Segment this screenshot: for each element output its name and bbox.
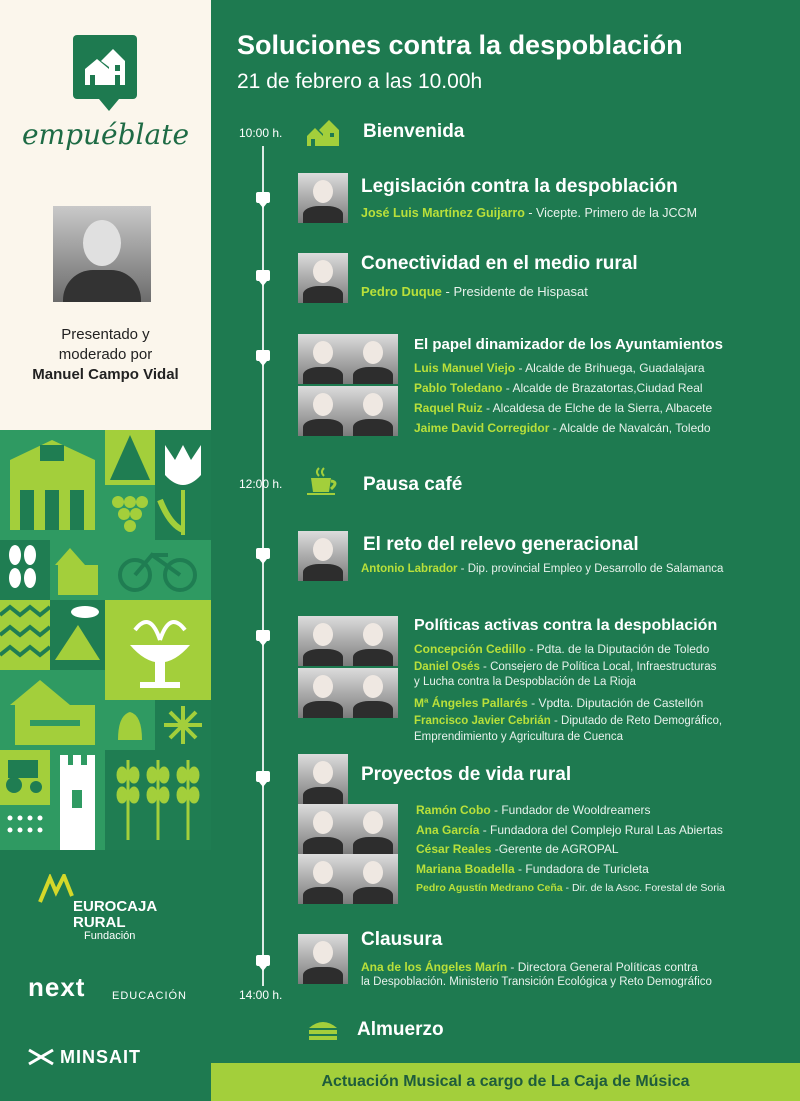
speaker-photo	[298, 854, 348, 904]
speaker-name: Ana García	[416, 823, 480, 837]
speaker-photo	[298, 173, 348, 223]
footer-banner	[211, 1063, 800, 1101]
speaker-role: - Pdta. de la Diputación de Toledo	[526, 642, 710, 656]
session-title: Proyectos de vida rural	[361, 764, 572, 785]
session-title: El reto del relevo generacional	[363, 534, 639, 555]
session-title: Almuerzo	[357, 1019, 444, 1040]
speaker-role: - Diputado de Reto Demográfico,	[550, 715, 723, 727]
speaker-role: - Fundadora de Turicleta	[514, 862, 649, 876]
eurocaja-line1: EUROCAJA	[73, 898, 158, 915]
footer-text: Actuación Musical a cargo de La Caja de Música	[321, 1073, 690, 1090]
next-sub: EDUCACIÓN	[112, 990, 188, 1002]
host-line2: moderado por	[58, 346, 153, 363]
speaker-line	[414, 696, 703, 710]
sandwich-icon	[303, 1014, 343, 1044]
speaker-name: Ramón Cobo	[416, 803, 491, 817]
session-title: Políticas activas contra la despoblación	[414, 617, 718, 634]
minsait-logo-icon	[27, 1048, 55, 1066]
host-caption	[0, 325, 211, 385]
host-name: Manuel Campo Vidal	[32, 366, 179, 383]
timeline-marker	[256, 192, 270, 203]
timeline-marker	[256, 548, 270, 559]
speaker-line	[361, 206, 697, 220]
speaker-role: - Alcalde de Navalcán, Toledo	[549, 421, 711, 435]
speaker-role: - Alcalde de Brazatortas,Ciudad Real	[502, 381, 703, 395]
host-line1: Presentado y	[61, 326, 150, 343]
speaker-role: - Vicepte. Primero de la JCCM	[524, 206, 697, 220]
speaker-photo	[298, 334, 348, 384]
session-title: Legislación contra la despoblación	[361, 176, 678, 197]
minsait-logo: MINSAIT	[60, 1047, 141, 1067]
speaker-role: - Directora General Políticas contra	[507, 960, 698, 974]
speaker-line	[414, 661, 716, 673]
speaker-name: Concepción Cedillo	[414, 642, 527, 656]
speaker-role: - Consejero de Política Local, Infraestructuras	[479, 661, 717, 673]
speaker-role: -Gerente de AGROPAL	[491, 842, 619, 856]
speaker-photo	[298, 754, 348, 804]
sidebar-top	[0, 0, 211, 430]
speaker-photo	[298, 668, 348, 718]
speaker-line	[414, 715, 722, 727]
event-date: 21 de febrero a las 10.00h	[237, 70, 483, 93]
timeline-marker	[256, 955, 270, 966]
speaker-role: - Presidente de Hispasat	[441, 284, 588, 299]
speaker-name: Mariana Boadella	[416, 862, 515, 876]
speaker-line	[416, 803, 651, 817]
sidebar	[0, 0, 211, 1101]
next-logo: next	[28, 972, 86, 1002]
speaker-line	[414, 381, 703, 395]
session-title: El papel dinamizador de los Ayuntamientos	[414, 336, 723, 353]
speaker-photo	[298, 934, 348, 984]
session-title: Bienvenida	[363, 121, 465, 142]
speaker-line	[416, 882, 725, 894]
eurocaja-line3: Fundación	[84, 930, 136, 942]
speaker-role: - Dip. provincial Empleo y Desarrollo de Salamanca	[457, 563, 724, 575]
time-1200: 12:00 h.	[239, 477, 283, 491]
speaker-photo	[348, 804, 398, 854]
speaker-name: Pablo Toledano	[414, 381, 503, 395]
speaker-photo	[298, 386, 348, 436]
event-title: Soluciones contra la despoblación	[237, 30, 683, 60]
brand-name: empuéblate	[21, 118, 190, 151]
speaker-role: - Dir. de la Asoc. Forestal de Soria	[562, 882, 725, 894]
session-title: Clausura	[361, 929, 443, 950]
timeline-marker	[256, 630, 270, 641]
timeline-marker	[256, 771, 270, 782]
speaker-name: Jaime David Corregidor	[414, 421, 550, 435]
speaker-line	[416, 823, 723, 837]
speaker-photo	[348, 386, 398, 436]
speaker-name: Pedro Duque	[361, 284, 442, 299]
speaker-line	[361, 563, 723, 575]
speaker-name: César Reales	[416, 842, 492, 856]
sponsors-area	[0, 850, 211, 1101]
speaker-photo	[298, 616, 348, 666]
speaker-line	[416, 842, 619, 856]
speaker-name: Daniel Osés	[414, 661, 480, 673]
agenda-main	[211, 0, 800, 1063]
speaker-role: - Alcaldesa de Elche de la Sierra, Albacete	[482, 401, 713, 415]
speaker-line	[414, 401, 712, 415]
speaker-line	[414, 421, 711, 435]
session-title: Pausa café	[363, 474, 463, 495]
speaker-photo	[348, 854, 398, 904]
speaker-photo	[348, 668, 398, 718]
session-title: Conectividad en el medio rural	[361, 253, 638, 274]
speaker-name: Ana de los Ángeles Marín	[361, 960, 508, 974]
speaker-name: Antonio Labrador	[361, 563, 458, 575]
speaker-role-cont: Emprendimiento y Agricultura de Cuenca	[414, 731, 624, 743]
speaker-name: Luis Manuel Viejo	[414, 361, 516, 375]
speaker-role: - Fundador de Wooldreamers	[490, 803, 651, 817]
speaker-role: - Vpdta. Diputación de Castellón	[527, 696, 704, 710]
house-speech-bubble-icon	[73, 35, 137, 99]
timeline-marker	[256, 350, 270, 361]
speaker-name: Pedro Agustín Medrano Ceña	[416, 882, 563, 894]
speaker-line	[361, 284, 588, 299]
speaker-photo	[348, 334, 398, 384]
rural-mosaic-illustration	[0, 430, 211, 850]
speaker-name: José Luis Martínez Guijarro	[361, 206, 525, 220]
speaker-line	[416, 862, 649, 876]
host-photo	[53, 206, 151, 302]
eurocaja-logo-icon	[38, 874, 78, 904]
speaker-photo	[298, 531, 348, 581]
eurocaja-line2: RURAL	[73, 914, 126, 931]
speaker-role: - Alcalde de Brihuega, Guadalajara	[515, 361, 705, 375]
speaker-photo	[298, 253, 348, 303]
speaker-photo	[348, 616, 398, 666]
speaker-name: Francisco Javier Cebrián	[414, 715, 551, 727]
coffee-cup-icon	[303, 466, 343, 496]
speaker-photo	[298, 804, 348, 854]
speaker-role-cont: la Despoblación. Ministerio Transición Ecológica y Reto Demográfico	[361, 976, 712, 988]
speaker-line	[414, 361, 705, 375]
speaker-role: - Fundadora del Complejo Rural Las Abiertas	[479, 823, 723, 837]
speaker-name: Raquel Ruiz	[414, 401, 483, 415]
timeline-marker	[256, 270, 270, 281]
houses-icon	[303, 118, 343, 148]
speaker-line	[361, 960, 698, 974]
time-1000: 10:00 h.	[239, 126, 283, 140]
speaker-name: Mª Ángeles Pallarés	[414, 696, 528, 710]
speaker-role-cont: y Lucha contra la Despoblación de La Rioja	[414, 676, 636, 688]
time-1400: 14:00 h.	[239, 988, 283, 1002]
speaker-line	[414, 642, 709, 656]
